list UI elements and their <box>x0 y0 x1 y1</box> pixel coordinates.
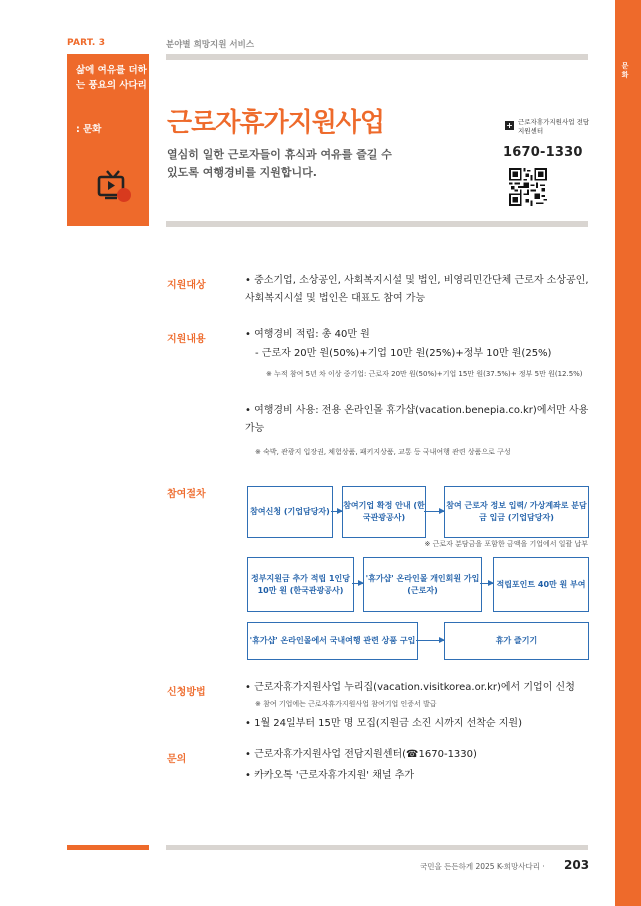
flow-arrow <box>331 511 342 512</box>
footer-divider <box>166 845 588 850</box>
apply-item1: • 근로자휴가지원사업 누리집(vacation.visitkorea.or.kr)에서 기업이 신청 <box>245 682 575 693</box>
flow-arrow <box>424 511 444 512</box>
apply-label: 신청방법 <box>167 687 206 698</box>
procedure-label: 참여절차 <box>167 489 206 500</box>
flow-step-8: 휴가 즐기기 <box>444 622 589 660</box>
flow-step-2: 참여기업 확정 안내 (한국관광공사) <box>342 486 426 538</box>
flow-arrow <box>416 640 444 641</box>
side-tab <box>615 0 641 906</box>
flow-step-1: 참여신청 (기업담당자) <box>247 486 333 538</box>
footer-text: 국민을 든든하게 2025 K-희망사다리 · <box>420 862 545 871</box>
target-text: • 중소기업, 소상공인, 사회복지시설 및 법인, 비영리민간단체 근로자 소상공인, 사회복지시설 및 법인은 대표도 참여 가능 <box>245 275 589 304</box>
flow-step-3: 참여 근로자 정보 입력/ 가상계좌로 분담금 입금 (기업담당자) <box>444 486 589 538</box>
category-title: 삶에 여유를 더하는 풍요의 사다리 <box>76 65 147 91</box>
inquiry-item1: • 근로자휴가지원사업 전담지원센터(☎1670-1330) <box>245 749 477 760</box>
program-description: 열심히 일한 근로자들이 휴식과 여유를 즐길 수 있도록 여행경비를 지원합니다. <box>167 148 392 179</box>
content-item1-sub: - 근로자 20만 원(50%)+기업 10만 원(25%)+정부 10만 원(25%) <box>255 348 552 359</box>
flow-arrow <box>480 583 493 584</box>
inquiry-item2: • 카카오톡 '근로자휴가지원' 채널 추가 <box>245 770 415 781</box>
flow-step-5: '휴가샵' 온라인몰 개인회원 가입 (근로자) <box>363 557 482 612</box>
center-name: 근로자휴가지원사업 전담지원센터 <box>518 118 590 135</box>
flow-arrow <box>352 583 363 584</box>
section-label: 분야별 희망지원 서비스 <box>166 40 255 50</box>
center-phone[interactable]: 1670-1330 <box>503 145 583 160</box>
middle-divider <box>166 221 588 227</box>
apply-item1-note: ※ 참여 기업에는 근로자휴가지원사업 참여기업 인증서 발급 <box>255 700 437 708</box>
plus-icon: + <box>506 121 513 130</box>
flow-step-4: 정부지원금 추가 적립 1인당 10만 원 (한국관광공사) <box>247 557 354 612</box>
content-item1-note: ※ 누적 참여 5년 차 이상 중기업: 근로자 20만 원(50%)+기업 15만 원(37.5%)+ 정부 5만 원(12.5%) <box>266 370 583 378</box>
flow-step-6: 적립포인트 40만 원 부여 <box>493 557 589 612</box>
apply-item2: • 1월 24일부터 15만 명 모집(지원금 소진 시까지 선착순 지원) <box>245 718 522 729</box>
category-card <box>67 54 149 226</box>
tv-icon <box>94 168 134 204</box>
procedure-note: ※ 근로자 분담금을 포함한 금액을 기업에서 일괄 납부 <box>424 540 588 548</box>
part-label: PART. 3 <box>67 38 106 48</box>
content-label: 지원내용 <box>167 334 206 345</box>
content-item1: • 여행경비 적립: 총 40만 원 <box>245 329 370 340</box>
target-label: 지원대상 <box>167 280 206 291</box>
category-subtitle: : 문화 <box>76 124 102 135</box>
footer-accent-bar <box>67 845 149 850</box>
flow-step-7: '휴가샵' 온라인몰에서 국내여행 관련 상품 구입 <box>247 622 418 660</box>
page-number: 203 <box>564 858 590 872</box>
top-divider <box>166 54 588 60</box>
content-item2: • 여행경비 사용: 전용 온라인몰 휴가샵(vacation.benepia.co.kr)에서만 사용 가능 <box>245 405 589 434</box>
content-item2-note: ※ 숙박, 관광지 입장권, 체험상품, 패키지상품, 교통 등 국내여행 관련 상품으로 구성 <box>255 448 511 456</box>
qr-code-icon[interactable] <box>509 168 547 206</box>
program-title: 근로자휴가지원사업 <box>167 108 385 138</box>
inquiry-label: 문의 <box>167 754 187 765</box>
side-tab-label: 문화 <box>621 62 629 79</box>
